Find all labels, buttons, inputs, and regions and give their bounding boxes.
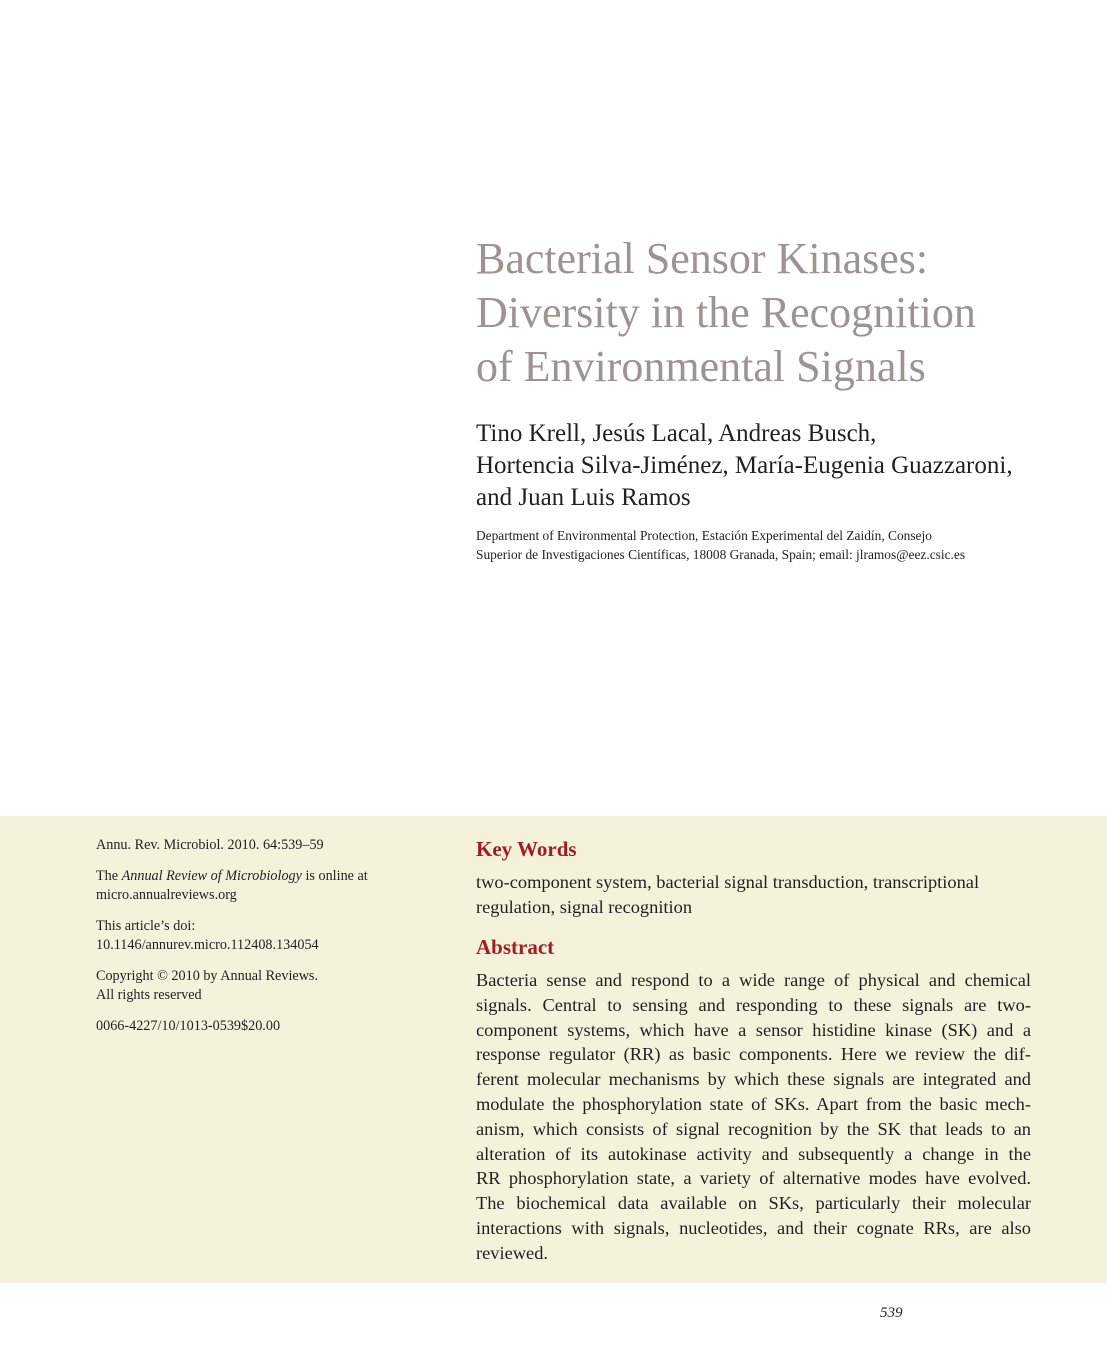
affiliation-line: Department of Environmental Protection, Estación Experimental del Zaidín, Consejo [476, 528, 932, 543]
journal-name: Annual Review of Microbiology [121, 867, 302, 884]
keywords-line: regulation, signal recognition [476, 897, 693, 917]
article-metadata [96, 836, 416, 1047]
article-title [476, 232, 1076, 394]
issn-price: 0066-4227/10/1013-0539$20.00 [96, 1017, 281, 1034]
title-line: Bacterial Sensor Kinases: [476, 234, 929, 283]
online-availability [96, 867, 416, 906]
affiliation-line: Superior de Investigaciones Científicas, 18008 Granada, Spain; email: jlramos@eez.csic.es [476, 546, 966, 562]
abstract-text [476, 968, 1031, 1266]
abstract-line: response regulator (RR) as basic components. Here we review the dif- [476, 1044, 1031, 1065]
title-line: Diversity in the Recognition [476, 288, 976, 337]
online-prefix: The [96, 867, 122, 884]
abstract-line: RR phosphorylation state, a variety of alternative modes have evolved. [476, 1168, 1031, 1189]
abstract-line: anism, which consists of signal recognition by the SK that leads to an [476, 1118, 1031, 1139]
abstract-line: alteration of its autokinase activity and subsequently a change in the [476, 1143, 1031, 1164]
keywords-abstract-column [476, 836, 1031, 1266]
abstract-line: component systems, which have a sensor histidine kinase (SK) and a [476, 1019, 1031, 1040]
author-line: and Juan Luis Ramos [476, 484, 691, 511]
rights: All rights reserved [96, 987, 202, 1003]
title-line: of Environmental Signals [476, 342, 926, 391]
affiliation [476, 527, 1096, 564]
copyright-block [96, 967, 416, 1006]
abstract-line: signals. Central to sensing and responding to these signals are two- [476, 994, 1031, 1015]
doi-block [96, 917, 416, 956]
abstract-line: modulate the phosphorylation state of SKs. Apart from the basic mech- [476, 1093, 1031, 1114]
online-suffix: is online at [301, 867, 368, 884]
abstract-line: The biochemical data available on SKs, particularly their molecular [476, 1193, 1031, 1214]
author-line: Hortencia Silva-Jiménez, María-Eugenia Guazzaroni, [476, 452, 1013, 479]
abstract-line: reviewed. [476, 1242, 548, 1263]
abstract-line: Bacteria sense and respond to a wide range of physical and chemical [476, 970, 1031, 990]
abstract-line: interactions with signals, nucleotides, and their cognate RRs, are also [476, 1217, 1031, 1238]
doi-value[interactable]: 10.1146/annurev.micro.112408.134054 [96, 937, 319, 953]
keywords-line: two-component system, bacterial signal transduction, transcriptional [476, 872, 980, 892]
abstract-line: ferent molecular mechanisms by which these signals are integrated and [476, 1069, 1031, 1090]
copyright: Copyright © 2010 by Annual Reviews. [96, 967, 319, 984]
doi-label: This article’s doi: [96, 917, 196, 934]
author-list [476, 418, 1096, 514]
abstract-heading: Abstract [476, 935, 555, 959]
author-line: Tino Krell, Jesús Lacal, Andreas Busch, [476, 420, 877, 447]
keywords-heading: Key Words [476, 837, 577, 861]
page-number: 539 [880, 1305, 903, 1321]
citation: Annu. Rev. Microbiol. 2010. 64:539–59 [96, 837, 324, 853]
keywords-text [476, 870, 1031, 920]
journal-url[interactable]: micro.annualreviews.org [96, 887, 237, 903]
